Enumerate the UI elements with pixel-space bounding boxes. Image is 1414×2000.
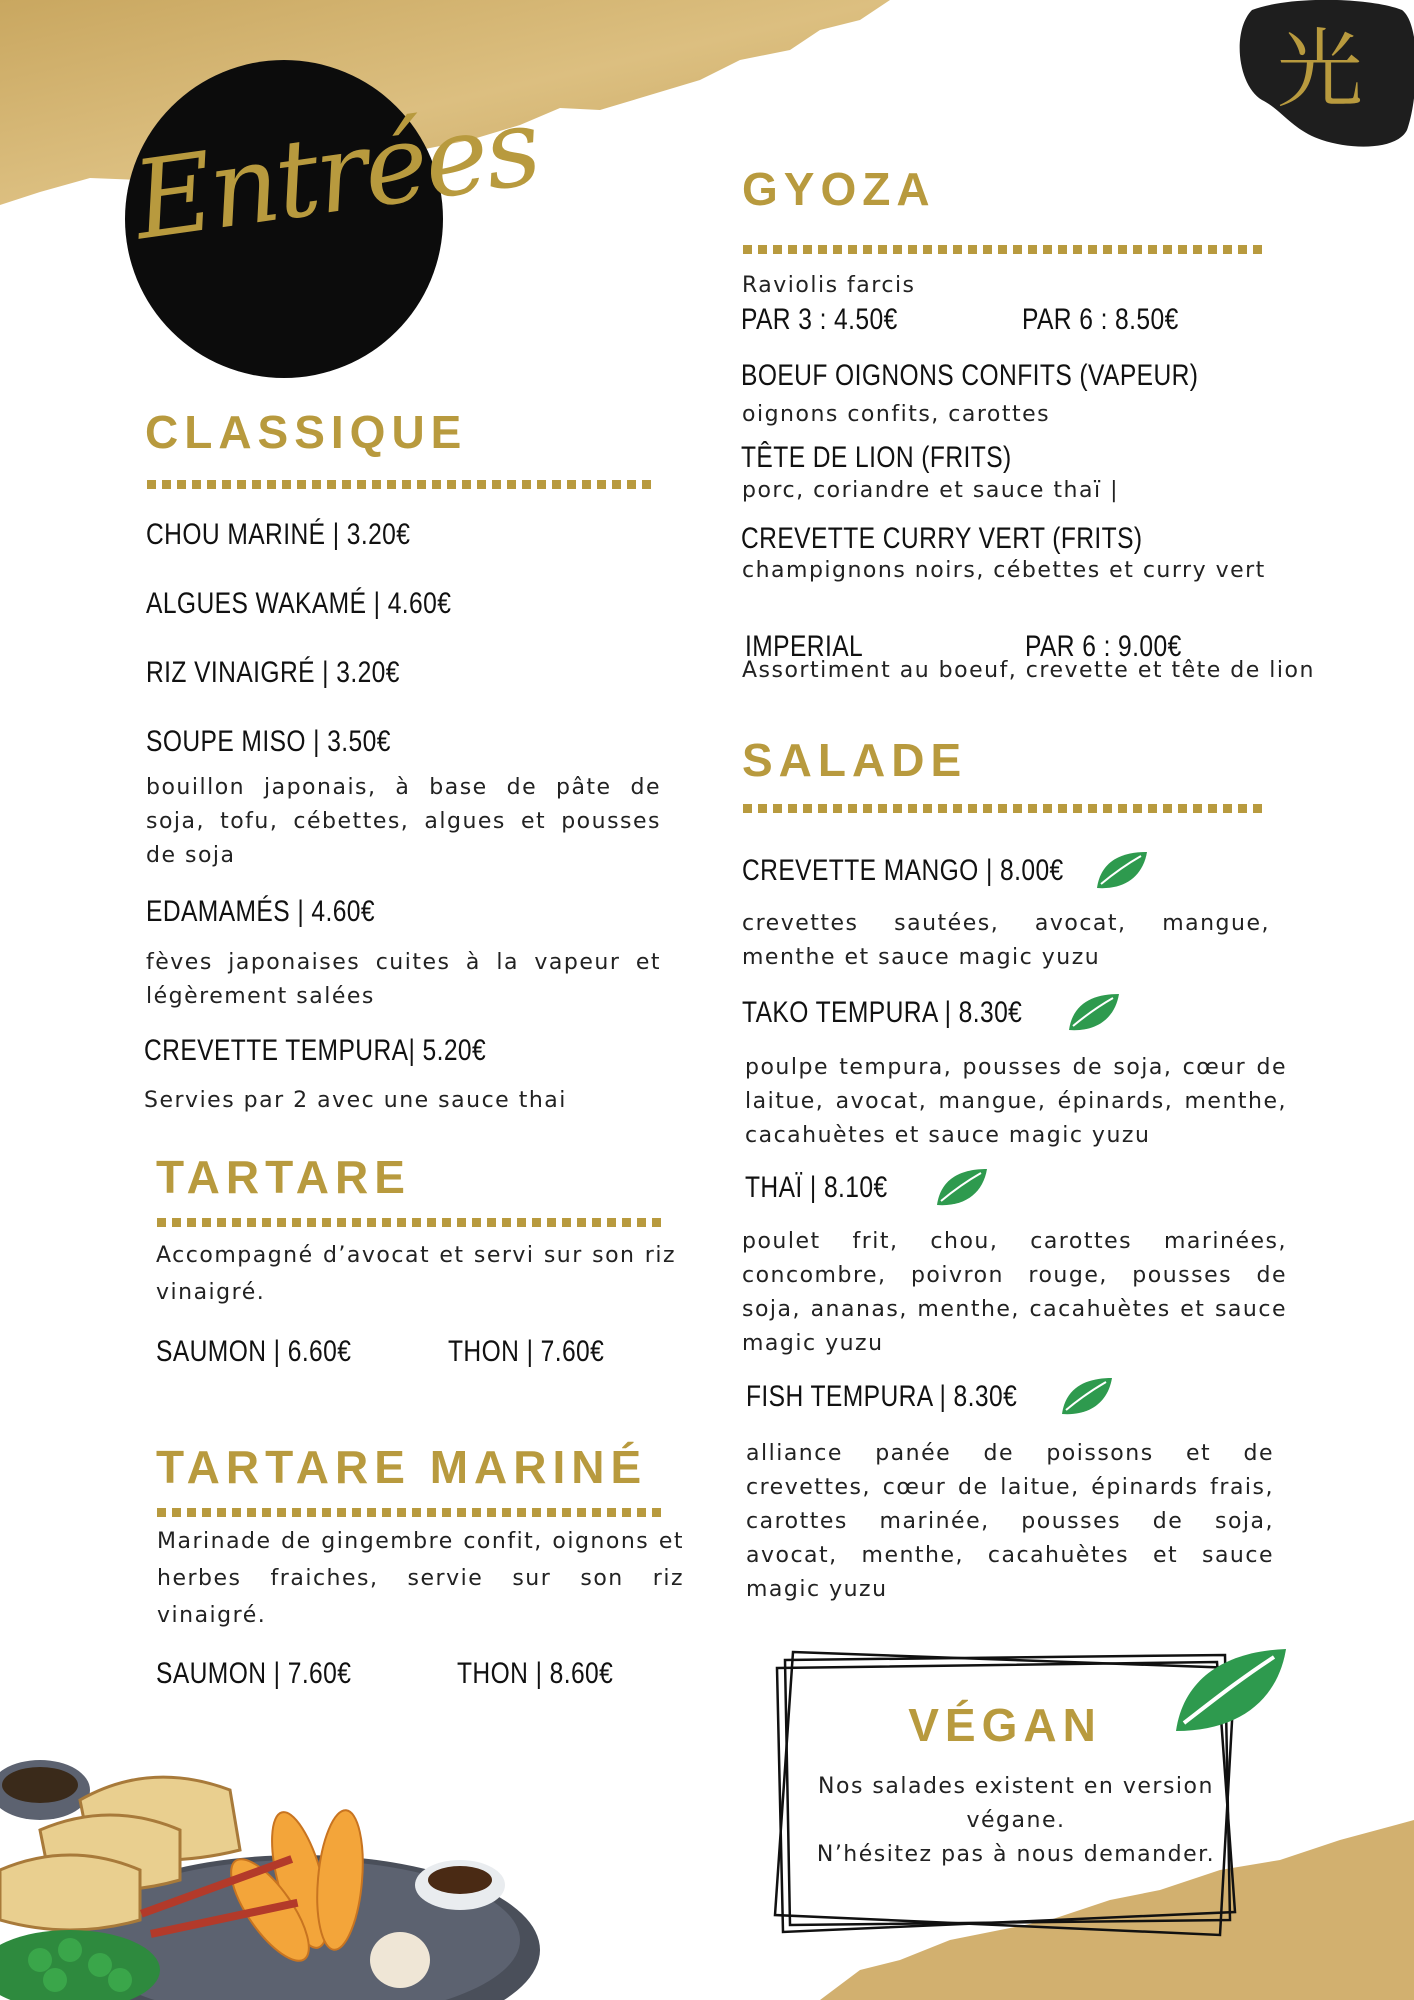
section-divider <box>157 1508 667 1517</box>
menu-item-desc: poulet frit, chou, carottes marinées, concombre, poivron rouge, pousses de soja, ananas, menthe, cacahuètes et sauce magic yuzu <box>742 1229 1287 1356</box>
menu-item-desc: champignons noirs, cébettes et curry vert <box>742 558 1266 583</box>
tartare-marine-saumon-price: SAUMON | 7.60€ <box>156 1657 352 1690</box>
menu-item-desc: fèves japonaises cuites à la vapeur et légèrement salées <box>146 950 661 1009</box>
menu-item: CREVETTE TEMPURA| 5.20€ <box>144 1034 487 1067</box>
menu-item: FISH TEMPURA | 8.30€ <box>746 1380 1018 1413</box>
section-title-salade: SALADE <box>742 734 968 786</box>
menu-item: ALGUES WAKAMÉ | 4.60€ <box>146 587 452 620</box>
menu-item-desc: porc, coriandre et sauce thaï | <box>742 478 1119 503</box>
leaf-icon <box>1093 850 1149 892</box>
imperial-name: IMPERIAL <box>745 630 864 663</box>
menu-item-desc: Servies par 2 avec une sauce thai <box>144 1088 567 1113</box>
gyoza-par6: PAR 6 : 8.50€ <box>1022 303 1179 336</box>
menu-item-desc: oignons confits, carottes <box>742 402 1051 427</box>
tartare-thon-price: THON | 7.60€ <box>448 1335 605 1368</box>
menu-item: TÊTE DE LION (FRITS) <box>741 441 1012 474</box>
menu-item: BOEUF OIGNONS CONFITS (VAPEUR) <box>741 359 1199 392</box>
vegan-text: Nos salades existent en version végane. <box>818 1774 1214 1833</box>
leaf-icon <box>1058 1376 1114 1418</box>
vegan-text-2: N’hésitez pas à nous demander. <box>816 1842 1216 1867</box>
section-title-gyoza: GYOZA <box>742 163 936 215</box>
imperial-desc: Assortiment au boeuf, crevette et tête de lion <box>742 658 1315 683</box>
menu-item: CREVETTE CURRY VERT (FRITS) <box>741 522 1143 555</box>
leaf-icon <box>933 1167 989 1209</box>
page-title: Entrées <box>126 84 546 265</box>
tartare-marine-desc: Marinade de gingembre confit, oignons et herbes fraiches, servie sur son riz vinaigré. <box>157 1529 684 1628</box>
gyoza-par3: PAR 3 : 4.50€ <box>741 303 898 336</box>
menu-item: EDAMAMÉS | 4.60€ <box>146 895 375 928</box>
tartare-marine-thon-price: THON | 8.60€ <box>457 1657 614 1690</box>
leaf-icon <box>1065 992 1121 1034</box>
section-divider <box>147 480 657 489</box>
imperial-price: PAR 6 : 9.00€ <box>1025 630 1182 663</box>
section-divider <box>743 245 1268 254</box>
gyoza-subtitle: Raviolis farcis <box>742 273 916 298</box>
menu-item: THAÏ | 8.10€ <box>745 1171 888 1204</box>
menu-item-desc: bouillon japonais, à base de pâte de soja, tofu, cébettes, algues et pousses de soja <box>146 775 661 868</box>
section-title-tartare-marine: TARTARE MARINÉ <box>156 1441 648 1493</box>
section-divider <box>743 804 1268 813</box>
section-divider <box>157 1218 667 1227</box>
menu-item-desc: alliance panée de poissons et de crevettes, cœur de laitue, épinards frais, carottes marinée, pousses de soja, avocat, menthe, cacahuètes et sauce magic yuzu <box>746 1441 1274 1602</box>
tartare-desc: Accompagné d’avocat et servi sur son riz vinaigré. <box>156 1243 676 1305</box>
menu-item: TAKO TEMPURA | 8.30€ <box>742 996 1023 1029</box>
menu-item: CREVETTE MANGO | 8.00€ <box>742 854 1064 887</box>
logo-kanji: 光 <box>1277 20 1363 120</box>
section-title-classique: CLASSIQUE <box>145 406 468 458</box>
menu-item: RIZ VINAIGRÉ | 3.20€ <box>146 656 400 689</box>
vegan-title: VÉGAN <box>908 1699 1102 1751</box>
menu-item: CHOU MARINÉ | 3.20€ <box>146 518 411 551</box>
menu-item: SOUPE MISO | 3.50€ <box>146 725 391 758</box>
logo <box>1232 0 1414 148</box>
menu-item-desc: poulpe tempura, pousses de soja, cœur de laitue, avocat, mangue, épinards, menthe, cacahuètes et sauce magic yuzu <box>745 1055 1287 1148</box>
section-title-tartare: TARTARE <box>156 1151 411 1203</box>
food-illustration <box>0 1730 560 2000</box>
menu-item-desc: crevettes sautées, avocat, mangue, menthe et sauce magic yuzu <box>742 911 1270 970</box>
tartare-saumon-price: SAUMON | 6.60€ <box>156 1335 352 1368</box>
